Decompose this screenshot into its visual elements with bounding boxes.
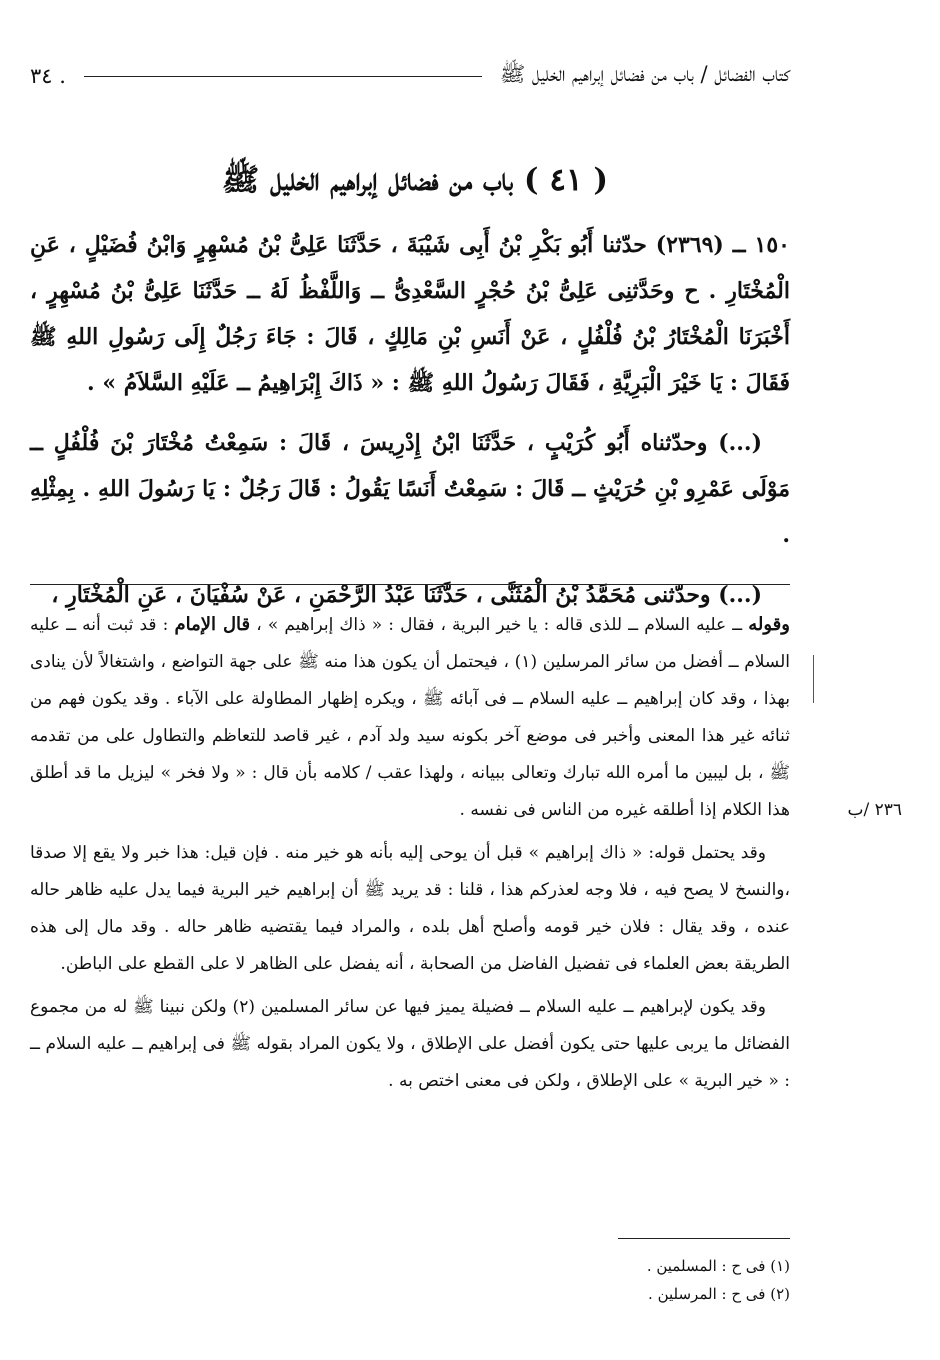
manuscript-folio-note: ٢٣٦ /ب — [847, 800, 902, 820]
hadith-paragraph-1: ١٥٠ ــ (٢٣٦٩) حدّثنا أَبُو بَكْرِ بْنُ أَبِى شَيْبَةَ ، حَدَّثَنَا عَلِىُّ بْنُ مُسْهِرٍ وَابْنُ فُضَيْلٍ ، عَنِ الْمُخْتَارِ . ح وحَدَّثنِى عَلِىُّ بْنُ حُجْرٍ السَّعْدِىُّ ــ وَاللَّفْظُ لَهُ ــ حَدَّثَنَا عَلِىُّ بْنُ مُسْهِرٍ ، أَخْبَرَنَا الْمُخْتَارُ بْنُ فُلْفُلٍ ، عَنْ أَنَسِ بْنِ مَالِكٍ ، قَالَ : جَاءَ رَجُلٌ إِلَى رَسُولِ اللهِ ﷺ فَقَالَ : يَا خَيْرَ الْبَرِيَّةِ ، فَقَالَ رَسُولُ اللهِ ﷺ : « ذَاكَ إِبْرَاهِيمُ ــ عَلَيْهِ السَّلاَمُ » . — [30, 232, 790, 396]
commentary-quote: ــ عليه السلام ــ للذى قاله : يا خير البرية ، فقال : « ذاك إبراهيم » ، — [250, 615, 749, 635]
running-title: كتاب الفضائل / باب من فضائل إبراهيم الخليل ﷺ — [499, 61, 790, 86]
header-rule — [84, 76, 482, 77]
commentary-body: : قد ثبت أنه ــ عليه السلام ــ أفضل من سائر المرسلين (١) ، فيحتمل أن يكون هذا منه ﷺ على جهة التواضع ، واشتغالاً لأن ينادى بهذا ، وقد كان إبراهيم ــ عليه السلام ــ فى آبائه ﷺ ، ويكره إظهار المطاولة على الآباء . وقد يكون فهم من ثنائه غير هذا المعنى وأخبر فى موضع آخر بكونه سيد ولد آدم ، غير قاصد للتعاظم والتطاول على من تقدمه ﷺ ، بل ليبين ما أمره الله تبارك وتعالى ببيانه ، ولهذا عقب / كلامه بأن قال : « ولا فخر » ليزيل ما قد أطلق هذا الكلام إذا أطلقه غيره من الناس فى نفسه . — [30, 615, 790, 820]
running-header — [30, 58, 790, 94]
footnote-1: (١) فى ح : المسلمين . — [646, 1257, 790, 1275]
hadith-paragraph-3: (...) وحدّثنى مُحَمَّدُ بْنُ الْمُثَنَّى ، حَدَّثَنَا عَبْدُ الرَّحْمَنِ ، عَنْ سُفْيَانَ ، عَنِ الْمُخْتَارِ ، — [51, 582, 762, 608]
page-number: . ٣٤ — [30, 64, 66, 88]
commentary-paragraph-1 — [30, 606, 790, 829]
commentary-lead-word: وقوله — [748, 614, 790, 635]
commentary-paragraph-3: وقد يكون لإبراهيم ــ عليه السلام ــ فضيلة يميز فيها عن سائر المسلمين (٢) ولكن نبينا ﷺ له من مجموع الفضائل ما يربى عليها حتى يكون أفضل على الإطلاق ، ولا يكون المراد بقوله ﷺ فى إبراهيم ــ عليه السلام ــ : « خير البرية » على الإطلاق ، ولكن فى معنى اختص به . — [30, 997, 790, 1091]
text-separator-rule — [30, 584, 790, 585]
hadith-text — [30, 222, 790, 632]
chapter-heading: ( ٤١ ) باب من فضائل إبراهيم الخليل ﷺ — [221, 162, 609, 198]
margin-mark — [813, 655, 814, 703]
footnote-rule — [618, 1238, 790, 1239]
hadith-paragraph-2: (...) وحدّثناه أَبُو كُرَيْبٍ ، حَدَّثَنَا ابْنُ إِدْرِيسَ ، قَالَ : سَمِعْتُ مُخْتَارَ بْنَ فُلْفُلٍ ــ مَوْلَى عَمْرِو بْنِ حُرَيْثٍ ــ قَالَ : سَمِعْتُ أَنَسًا يَقُولُ : قَالَ رَجُلٌ : يَا رَسُولَ اللهِ . بِمِثْلِهِ . — [30, 430, 790, 548]
footnote-2: (٢) فى ح : المرسلين . — [648, 1285, 790, 1303]
commentary-text — [30, 606, 790, 1106]
imam-label: قال الإمام — [174, 614, 251, 635]
footnotes — [420, 1252, 790, 1308]
commentary-paragraph-2: وقد يحتمل قوله: « ذاك إبراهيم » قبل أن يوحى إليه بأنه هو خير منه . فإن قيل: هذا خبر ولا يقع إلا صدقا ،والنسخ لا يصح فيه ، فلا وجه لعذركم هذا ، قلنا : قد يريد ﷺ أن إبراهيم خير البرية فيما يدل عليه ظاهر حاله عنده ، وقد يقال : فلان خير قومه وأصلح أهل بلده ، والمراد فيما يقتضيه ظاهر حاله . وقد مال إلى هذه الطريقة بعض العلماء فى تفضيل الفاضل من الصحابة ، أنه يفضل على الظاهر لا على القطع على الباطن. — [30, 843, 790, 974]
